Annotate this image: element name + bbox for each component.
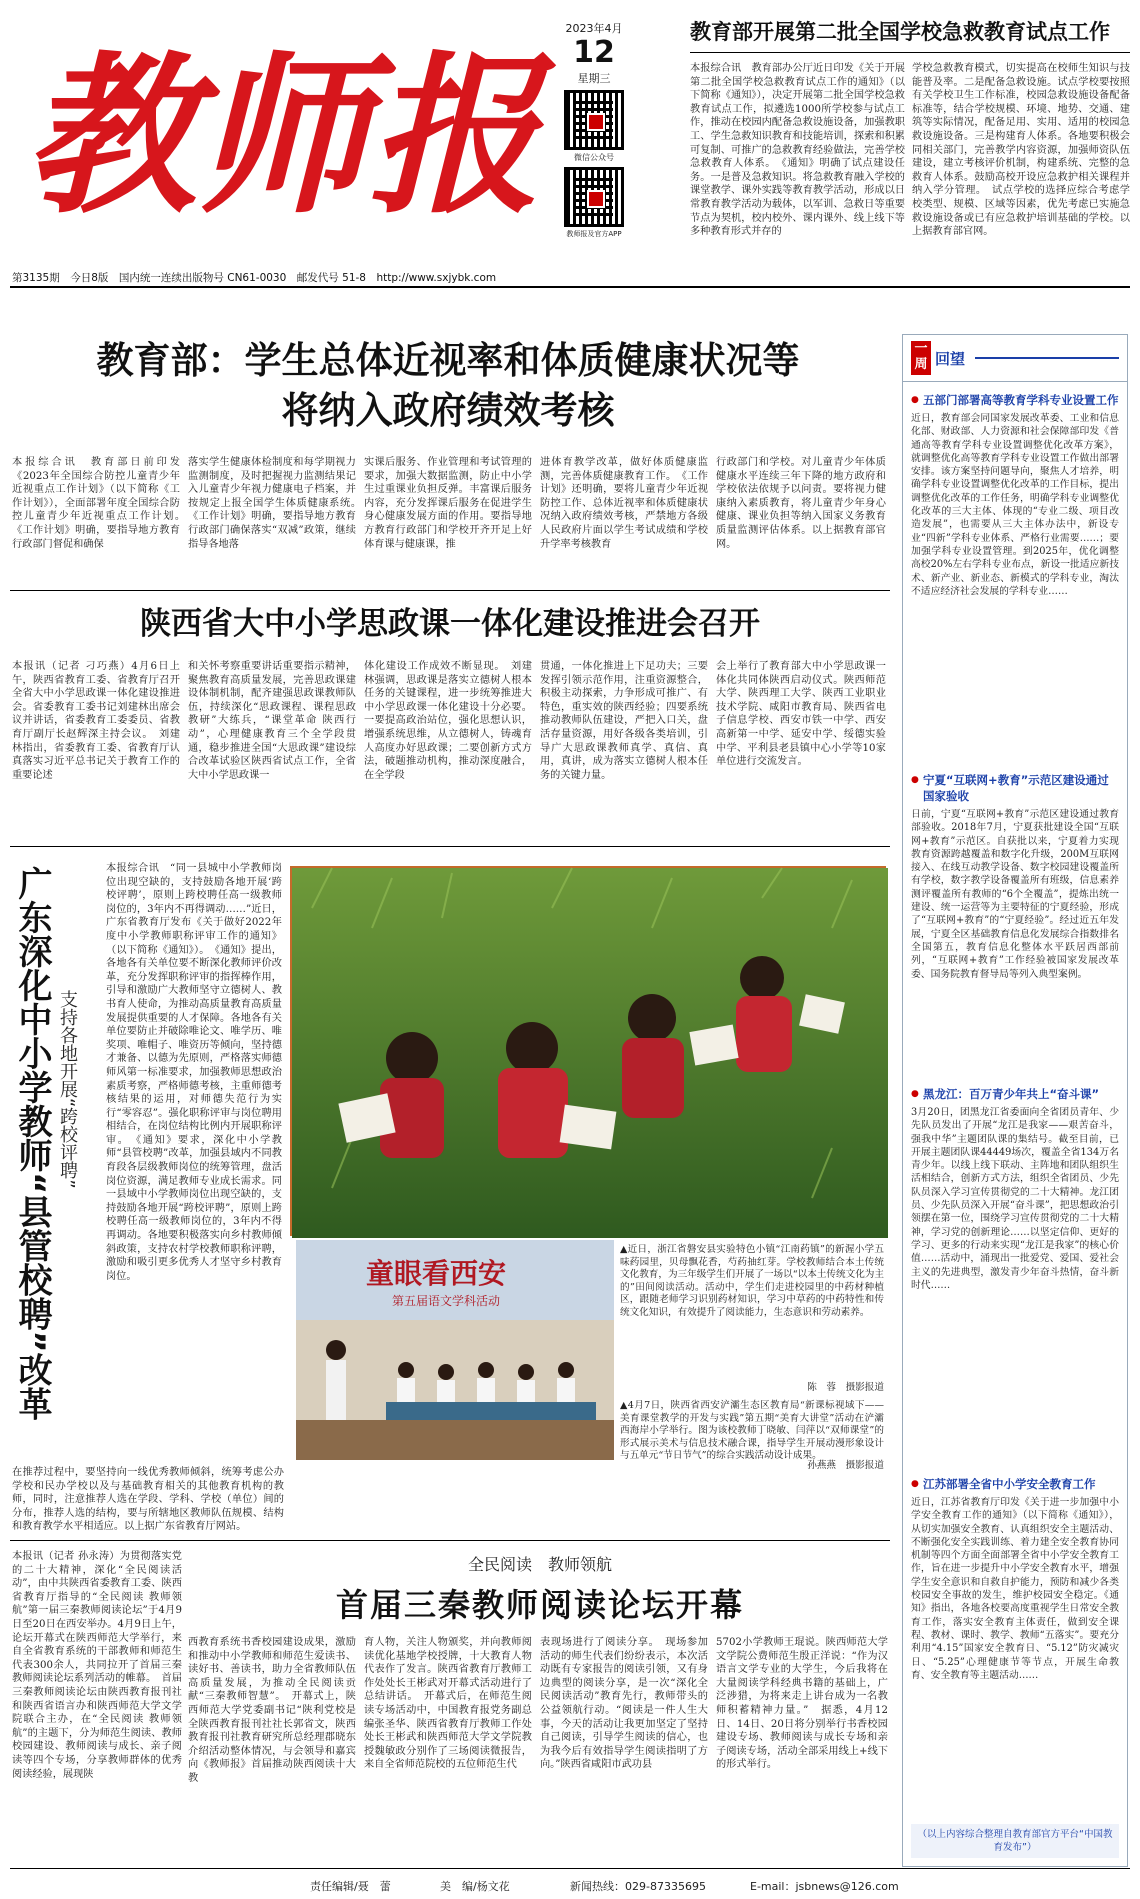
lead-story-title-line1: 教育部：学生总体近视率和体质健康状况等 — [96, 339, 800, 382]
sidebar-item-3-text: 3月20日，团黑龙江省委面向全省团员青年、少先队员发出了开展“龙江是我家——艰苦奋斗，强我中华”主题团队课的集结号。截至目前，已开展主题团队课44449场次，覆盖全省134万名青少年。以线上线下联动、主阵地和团队组织生活相结合，创新方式方法，组织全省团员、少先队员深入学习宣传贯彻党的二十大精神。龙江团员、少先队员深入开展“奋斗课”，把思想政治引领摆在第一位，围绕学习宣传贯彻党的二十大精神，学习党的创新理论……以坚定信仰、更好的学习、更多的行动来实现“龙江是我家”的核心价值……活动中，涌现出一批爱党、爱国、爱社会主义的先进典型，激发青少年奋斗热情，奋斗新时代…… — [911, 1107, 1119, 1291]
lead-story-col-4: 进体育教学改革，做好体质健康监测，完善体质健康教育工作。 《工作计划》还明确，要将儿童青少年近视防控工作、总体近视率和体质健康状况纳入政府绩效考核，严禁地方各级人民政府片面以学生考试成绩和学校升学率考核教育 — [540, 457, 708, 550]
date-block — [548, 14, 640, 276]
guangdong-story-subtitle: 支持各地开展“跨校评聘” — [57, 990, 78, 1189]
footer-hotline: 新闻热线：029-87335695 — [570, 1880, 706, 1893]
banner-small-text: 第五届语文学科活动 — [392, 1294, 501, 1308]
reading-in-field-photo — [290, 866, 886, 1236]
sidebar-item-2-title: ● 宁夏“互联网+教育”示范区建设通过国家验收 — [911, 772, 1119, 804]
guangdong-story-col2: 在推荐过程中，要坚持向一线优秀教师倾斜，统筹考虑公办学校和民办学校以及与基础教育相关的其他教育机构的教师，同时，注意推荐人选在学段、学科、学校（单位）间的分布，推荐人选的结构，要与所辖地区教师队伍规模、结构和教育教学水平相适应。以上据广东省教育厅网站。 — [12, 1467, 284, 1533]
sidebar-item-2-text: 日前，宁夏“互联网+教育”示范区建设通过教育部验收。2018年7月，宁夏获批建设全国“互联网+教育”示范区。自获批以来，宁夏着力实现教育资源跨越覆盖和数字化升级，200M互联网接入、在线互动教学设备、数字校园建设覆盖所有学校，数字教学设备覆盖所有班级，信息素养测评覆盖所有教师的“6个全覆盖”，提炼出统一建设、统一运营等为主要特征的宁夏经验，形成了“互联网+教育”的“宁夏经验”。经过近五年发展，宁夏全区基础教育信息化发展综合指数排名全国第五，教育信息化整体水平跃居西部前列，“互联网+教育”工作经验被国家发展改革委、国务院教育督导局等列入典型案例。 — [911, 809, 1119, 980]
qr2-label: 教师报及官方APP — [566, 230, 622, 238]
sidebar-footer-note: （以上内容综合整理自教育部官方平台“中国教育发布”） — [911, 1824, 1119, 1858]
shaanxi-story-col-1: 本报讯（记者 刁巧燕）4月6日上午，陕西省教育工委、省教育厅召开全省大中小学思政课一体化建设推进会。省委教育工委书记刘建林出席会议并讲话，省委教育工委委员、省教育厅副厅长赵辉深主持会议。 刘建林指出，省委教育工委、省教育厅认真落实习近平总书记关于教育工作的重要论述 — [12, 661, 180, 781]
page-footer — [0, 1872, 1140, 1899]
shaanxi-story-col-5: 会上举行了教育部大中小学思政课一体化共同体陕西启动仪式。陕西师范大学、陕西理工大学、陕西工业职业技术学院、咸阳市教育局、陕西省电子信息学校、西安市铁一中学、西安高新第一中学、延安中学、绥德实验中学、平利县老县镇中心小学等10家单位进行交流发言。 — [716, 661, 886, 768]
classroom-photo — [296, 1240, 614, 1460]
lead-story-title-line2: 将纳入政府绩效考核 — [281, 389, 615, 432]
top-story-title: 教育部开展第二批全国学校急救教育试点工作 — [690, 20, 1110, 44]
photo-caption-2: ▲4月7日，陕西省西安浐灞生态区教育局“新课标视域下——美育课堂教学的开发与实践”第五期“美育大讲堂”活动在浐灞西海岸小学举行。图为该校教师丁晓敏、闫萍以“双师课堂”的形式展示美术与信息技术融合课，指导学生开展动漫形象设计与五单元“节日节气”的综合实践活动设计成果。 — [620, 1400, 884, 1462]
sidebar-label-week: 周 — [914, 357, 928, 372]
sidebar-item-4-title: ● 江苏部署全省中小学安全教育工作 — [911, 1476, 1119, 1492]
footer-email: E-mail：jsbnews@126.com — [750, 1880, 899, 1893]
forum-col-2: 育人物，关注人物颁奖，并向教师阅读优化基地学校授牌，十大教育人物代表作了发言。陕西省教育厅教师工作处处长王彬武对开幕式活动进行了总结讲话。 开幕式后，在师范生阅读专场活动中，中国教育报党务副总编张圣华、陕西省教育厅教师工作处处长王彬武和陕西师范大学文学院教授魏敏政分别作了三场阅读微报告，来自全省师范院校的五位师范生代 — [364, 1637, 532, 1771]
week-review-sidebar — [902, 334, 1128, 1867]
masthead-logo-text: 教师报 — [24, 34, 540, 237]
forum-kicker: 全民阅读 教师领航 — [467, 1555, 612, 1574]
guangdong-story-title: 广东深化中小学教师“县管校聘”改革 — [12, 866, 52, 1421]
shaanxi-story-col-4: 贯通，一体化推进上下足功夫；三要发挥引领示范作用，注重资源整合，积极主动探索，力争形成可推广、有特色，重实效的陕西经验；四要系统推动教师队伍建设，严把入口关，盘活存量资源，用好各级各类培训，引导广大思政课教师真学、真信、真用，真讲，成为落实立德树人根本任务的关键力量。 — [540, 661, 708, 781]
forum-title: 首届三秦教师阅读论坛开幕 — [335, 1586, 744, 1624]
top-story-col1: 本报综合讯 教育部办公厅近日印发《关于开展第二批全国学校急救教育试点工作的通知》（以下简称《通知》），决定开展第二批全国学校急救教育试点工作，拟遴选1000所学校参与试点工作，推动在校园内配备急救设施设备，加强教职工、学生急救知识教育和技能培训，探索和积累可复制、可推广的急救教育经验做法，完善学校急救教育人体系。 《通知》明确了试点建设任务。一是普及急救知识。将急救教育融入学校的课堂教学、课外实践等教育教学活动，形成以日常教育教学活动为载体，以军训、急救日等重要节点为契机，校内校外、课内课外、线上线下等多种教育形式并存的 — [690, 63, 905, 238]
sidebar-item-3-title: ● 黑龙江：百万青少年共上“奋斗课” — [911, 1086, 1119, 1102]
sidebar-item-1-text: 近日，教育部会同国家发展改革委、工业和信息化部、财政部、人力资源和社会保障部印发《普通高等教育学科专业设置调整优化改革方案》，就调整优化高等教育学科专业设置工作做出部署安排。该方案坚持问题导向，聚焦人才培养，明确学科专业设置调整优化改革的工作目标，提出调整优化改革的工作任务，明确学科专业调整优化改革的三大主体、体现的“专业二级、项目改造发展”，也需要从三大主体办法中，新设专业“四新”学科专业体系、严格行业需要……；要加强学科专业设置管理。到2025年，优化调整高校20%左右学科专业布点，新设一批适应新技术、新产业、新业态、新模式的学科专业，淘汰不适应经济社会发展的学科专业…… — [911, 413, 1119, 597]
sidebar-label-one: 一 — [914, 341, 928, 356]
footer-designer: 美 编/杨文花 — [440, 1880, 510, 1893]
lead-story-col-3: 实课后服务、作业管理和考试管理的要求，加强大数据监测，防止中小学生过重课业负担反弹。丰富课后服务内容，充分发挥课后服务在促进学生身心健康发展方面的作用。要指导地方教育行政部门和学校开齐开足上好体育课与健康课，推 — [364, 457, 532, 550]
photo-credit-1: 陈 蓉 摄影报道 — [807, 1382, 884, 1393]
qr1-label: 微信公众号 — [574, 153, 614, 162]
issue-line: 第3135期 今日8版 国内统一连续出版物号 CN61-0030 邮发代号 51-8 http://www.sxjybk.com — [12, 272, 497, 284]
lead-story-col-1: 本报综合讯 教育部日前印发《2023年全国综合防控儿童青少年近视重点工作计划》（以下简称《工作计划》），全面部署年度全国综合防控儿童青少年近视重点工作计划。 《工作计划》明确，要指导地方教育行政部门督促和确保 — [12, 457, 191, 550]
sidebar-label-box — [911, 341, 931, 375]
forum-col-left: 本报讯（记者 孙永涛）为贯彻落实党的二十大精神，深化“全民阅读活动”，由中共陕西省委教育工委、陕西省教育厅指导的“全民阅读 教师领航”第一届三秦教师阅读论坛”于4月9日至20日在西安举办。4月9日上午，论坛开幕式在陕西师范大学举行，来自全省教育系统的干部教师和师范生代表300余人，共同拉开了首届三秦教师阅读论坛系列活动的帷幕。 首届三秦教师阅读论坛由陕西教育报刊社和陕西省语言办和陕西师范大学文学院联合主办，在“全民阅读 教师领航”的主题下，分为师范生阅读、教师校园建设、教师阅读与成长、亲子阅读等四个专场，分享教师群体的优秀阅读经验，展现陕 — [12, 1551, 182, 1780]
photo-credit-2: 孙燕燕 摄影报道 — [807, 1460, 884, 1471]
app-qr-code — [564, 167, 624, 227]
forum-col-4: 5702小学教师王琨说。陕西师范大学文学院公费师范生殷正洋说：“作为汉语言文学专业的大学生，今后我将在大量阅读学科经典书籍的基础上，广泛涉猎，为将来走上讲台成为一名教师积蓄精神力量。” 据悉，4月12日、14日、20日将分别举行书香校园建设专场、教师阅读与成长专场和亲子阅读专场，活动全部采用线上+线下的形式举行。 — [716, 1637, 888, 1771]
issue-day: 12 — [573, 35, 615, 70]
guangdong-story-col1: 本报综合讯 “同一县城中小学教师岗位出现空缺的，支持鼓励各地开展‘跨校评聘’，原则上跨校聘任高一级教师岗位的，3年内不再得调动……”近日，广东省教育厅发布《关于做好2022年度中小学教师职称评审工作的通知》（以下简称《通知》）。 《通知》提出，各地各有关单位要不断深化教师评价改革，充分发挥职称评审的指挥棒作用，引导和激励广大教师坚守立德树人、教书育人使命，为推动高质量教育高质量发展提供重要的人才保障。各地各有关单位要防止并破除唯论文、唯学历、唯奖项、唯帽子、唯资历等倾向，坚持德才兼备、以德为先原则，严格落实师德师风第一标准要求，加强教师思想政治素质考察，严格师德考核，主重师德考核结果的运用，对师德失范行为实行“零容忍”。强化职称评审与岗位聘用相结合，在岗位结构比例内开展职称评审。 《通知》要求，深化中小学教师“县管校聘”改革，加强县域内不同教育段各层级教师岗位的统筹管理，盘活岗位资源，满足教师专业成长需求。同一县域中小学教师岗位出现空缺的，支持鼓励各地开展“跨校评聘”，原则上跨校聘任高一级教师岗位的，3年内不得再调动。各地要积极落实向乡村教师倾斜政策，支持农村学校教师职称评聘，激励和吸引更多优秀人才坚守乡村教育岗位。 — [106, 863, 282, 1282]
shaanxi-story-col-2: 和关怀考察重要讲话重要指示精神，聚焦教育高质量发展，完善思政课建设体制机制，配齐建强思政课教师队伍，持续深化“思政课程、课程思政教研”大练兵，“课堂革命 陕西行动”，心理健康教育三个全学段贯通，稳步推进全国“大思政课”建设综合改革试验区陕西省试点工作，全省大中小学思政课一 — [188, 661, 356, 781]
issue-date: 2023年4月 — [565, 22, 623, 35]
issue-weekday: 星期三 — [577, 72, 611, 85]
sidebar-label-review: 回望 — [935, 349, 966, 368]
masthead-logo — [14, 18, 540, 238]
shaanxi-story-col-3: 体化建设工作成效不断显现。 刘建林强调，思政课是落实立德树人根本任务的关键课程，进一步统筹推进大中小学思政课一体化建设十分必要。一要提高政治站位，强化思想认识，增强系统思维，从立德树人，铸魂育人高度办好思政课；二要创新方式方法，破题推动机构，推动深度融合，在全学段 — [364, 661, 532, 781]
forum-col-3: 表现场进行了阅读分享。 现场参加活动的师生代表们纷纷表示，本次活动既有专家报告的阅读引领，又有身边典型的阅读分享，是一次“深化全民阅读活动”教育先行，教师带头的公益领航行动。“阅读是一件人生大事，今天的活动让我更加坚定了坚持自己阅读，引导学生阅读的信心，也为我今后有效指导学生阅读指明了方向。”陕西省咸阳市武功县 — [540, 1637, 708, 1771]
sidebar-item-1-title: ● 五部门部署高等教育学科专业设置工作 — [911, 392, 1119, 408]
footer-editor: 责任编辑/聂 蕾 — [310, 1880, 391, 1893]
top-story-col2: 学校急救教育模式，切实提高在校师生知识与技能普及率。二是配备急救设施。试点学校要按照有关学校卫生工作标准，校园急救设施设备配备标准等，结合学校规模、环境、地势、交通、建筑等实际情况，配备足用、实用、适用的校园急救设施设备。三是构建育人体系。各地要积极会同相关部门，完善教学内容资源，加强师资队伍建设，建立考核评价机制，构建系统、完整的急救育人体系。鼓励高校开设应急救护相关课程并纳入学分管理。 试点学校的选择应综合考虑学校类型、规模、区域等因素，优先考虑已实施急救设施设备或已有应急救护培训基础的学校。以上据教育部官网。 — [912, 63, 1130, 238]
forum-col-1: 西教育系统书香校园建设成果，激励和推动中小学教师和师范生爱读书、读好书、善读书，助力全省教师队伍高质量发展，为推动全民阅读贡献“三秦教师智慧”。 开幕式上，陕西师范大学党委副书记“陕利党校是全陕西教育报刊社社长郭省文，陕西教育报刊社教育研究所总经理郡晓东介绍活动整体情况，与会领导和嘉宾向《教师报》首届推动陕西阅读十大教 — [188, 1637, 356, 1784]
sidebar-item-4-text: 近日，江苏省教育厅印发《关于进一步加强中小学安全教育工作的通知》（以下简称《通知》），从切实加强安全教育、认真组织安全主题活动、不断强化安全实践训练、着力建全安全教育协同机制等四个方面全面部署全省中小学安全教育工作，旨在进一步提升中小学安全教育水平，增强学生安全意识和自救自护能力，预防和减少各类校园安全事故的发生，维护校园安全稳定。《通知》指出，各地各校要高度重视学生日常安全教育工作，落实安全教育主体责任，做到安全课程、教材、课时、教学、教师“五落实”。要充分利用“4.15”国家安全教育日、“5.12”防灾减灾日、“5.25”心理健康节等节点，开展生命教育、安全教育等主题活动…… — [911, 1497, 1119, 1681]
banner-big-text: 童眼看西安 — [366, 1257, 507, 1290]
shaanxi-story-title: 陕西省大中小学思政课一体化建设推进会召开 — [140, 606, 760, 642]
wechat-qr-code — [564, 90, 624, 150]
lead-story-col-2: 落实学生健康体检制度和每学期视力监测制度，及时把握视力监测结果记入儿童青少年视力健康电子档案，并按规定上报全国学生体质健康系统。 《工作计划》明确，要指导地方教育行政部门确保落实“双减”政策，继续指导各地落 — [188, 457, 367, 550]
lead-story-col-5: 行政部门和学校。对儿童青少年体质健康水平连续三年下降的地方政府和学校依法依规予以问责。要将视力健康纳入素质教育，将儿童青少年身心健康、课业负担等纳入国家义务教育质量监测评估体系。以上据教育部官网。 — [716, 457, 886, 550]
photo-caption-1: ▲近日，浙江省磐安县实验特色小镇“江南药镇”的新渥小学五味药园里，贝母飘花香，芍药抽红芽。学校教师结合本土传统文化教育，为三年级学生们开展了一场以“以本土传统文化为主的”田间阅读活动。活动中，学生们走进校园里的中药材种植区，跟随老师学习识别药材知识，学习中草药的中药特性和传统文化知识，有效提升了阅读能力，生态意识和劳动素养。 — [620, 1244, 884, 1318]
